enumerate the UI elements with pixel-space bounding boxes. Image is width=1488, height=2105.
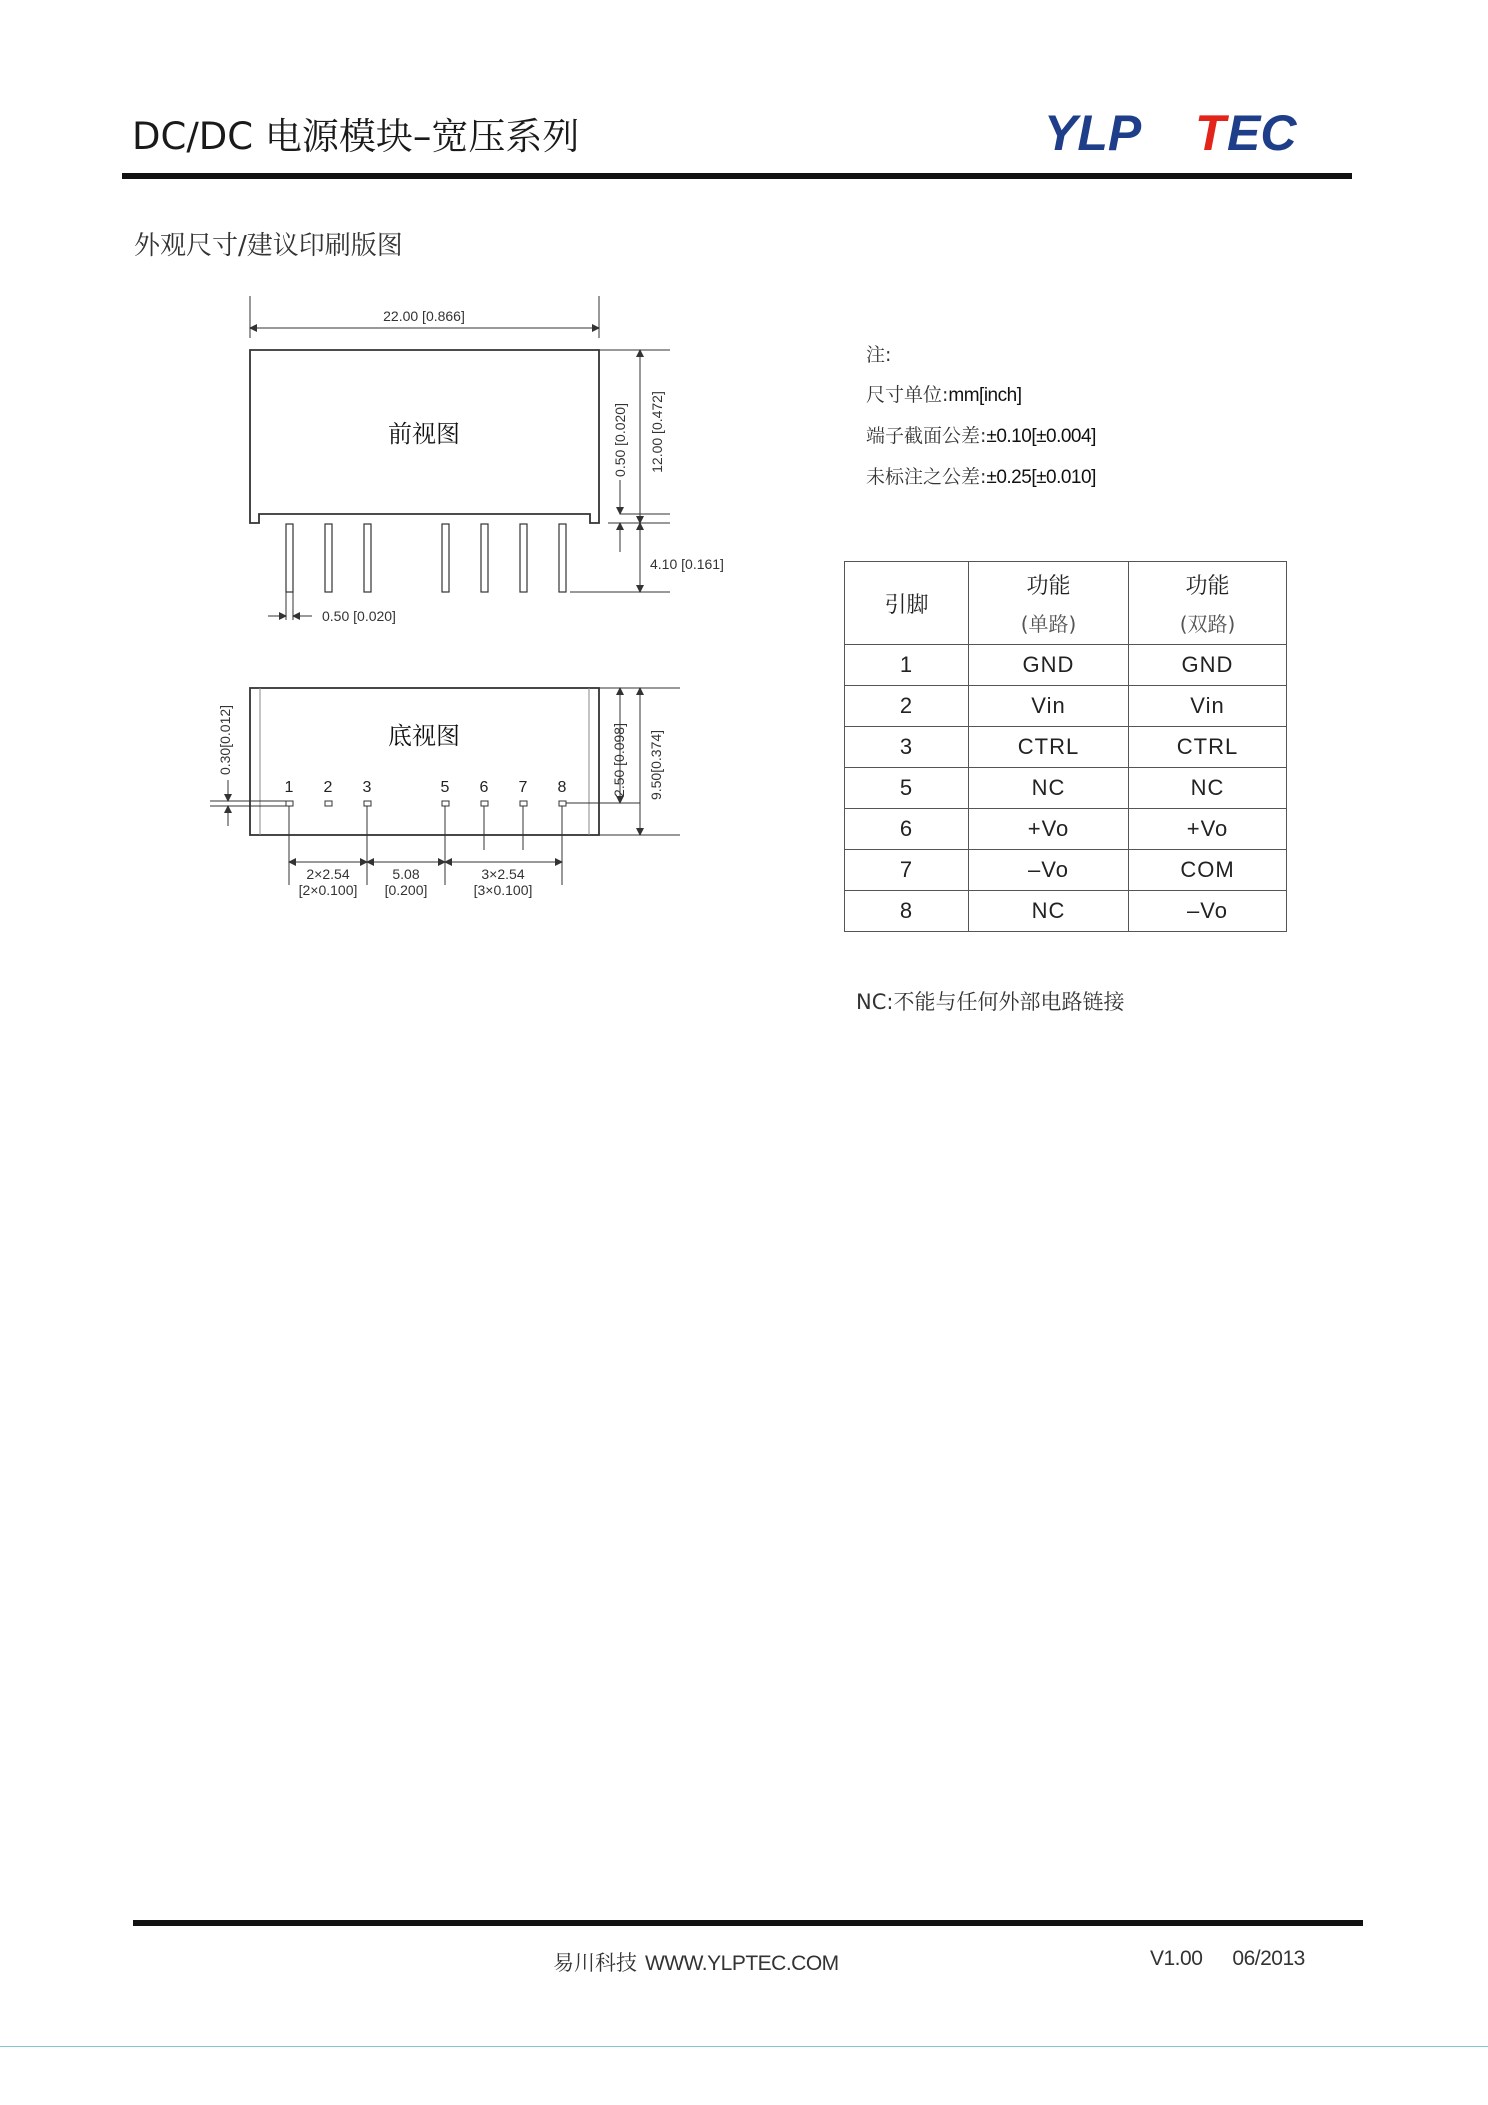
header-func-label: 功能 [1026, 574, 1071, 599]
header-rule [122, 173, 1352, 179]
footer-version-info [1150, 1947, 1305, 1971]
pitch-a-label: 2×2.54 [306, 866, 350, 882]
pin-number-labels [285, 779, 567, 796]
pin-number: 2 [323, 779, 333, 796]
bottom-view [210, 688, 680, 898]
note-pin-tol-label: 端子截面公差: [866, 425, 987, 447]
cell-dual: NC [1129, 768, 1287, 809]
cell-dual: GND [1129, 645, 1287, 686]
pin-number: 6 [479, 779, 489, 796]
page-title: DC/DC 电源模块–宽压系列 [132, 115, 580, 158]
table-row [845, 686, 1287, 727]
table-row [845, 891, 1287, 932]
note-general-tolerance [866, 457, 1096, 498]
header-dual [1129, 562, 1287, 645]
pitch-c-inch-label: [3×0.100] [473, 882, 533, 898]
note-general-tol-value: ±0.25[±0.010] [986, 467, 1096, 488]
pitch-b-inch-label: [0.200] [384, 882, 428, 898]
pin-function-table [844, 561, 1287, 932]
footer-version: V1.00 [1150, 1947, 1203, 1970]
dim-pin-row-label: 2.50 [0.098] [611, 723, 627, 797]
table-row [845, 809, 1287, 850]
cell-pin: 6 [845, 809, 969, 850]
cell-single: CTRL [969, 727, 1129, 768]
front-view-label: 前视图 [388, 421, 460, 448]
pin-number: 1 [284, 779, 294, 796]
table-row [845, 850, 1287, 891]
footer-website-link[interactable]: WWW.YLPTEC.COM [645, 1952, 839, 1975]
cell-single: NC [969, 891, 1129, 932]
dimension-drawing [200, 290, 760, 910]
front-view [250, 296, 724, 624]
note-unit-label: 尺寸单位: [866, 384, 949, 406]
footer-company-info [553, 1947, 839, 1977]
header-func-label: 功能 [1185, 574, 1230, 599]
pin-number: 7 [518, 779, 528, 796]
cell-single: NC [969, 768, 1129, 809]
nc-note: NC:不能与任何外部电路链接 [856, 990, 1125, 1014]
footer-company: 易川科技 [553, 1951, 637, 1975]
front-pins [286, 524, 566, 592]
table-row [845, 645, 1287, 686]
cell-pin: 7 [845, 850, 969, 891]
footer-date: 06/2013 [1232, 1947, 1305, 1970]
note-pin-tolerance [866, 416, 1096, 457]
cell-pin: 2 [845, 686, 969, 727]
pitch-b-label: 5.08 [392, 866, 420, 882]
table-row [845, 727, 1287, 768]
pin-number: 3 [362, 779, 372, 796]
pin-pads [286, 801, 566, 806]
cell-dual: Vin [1129, 686, 1287, 727]
pitch-a-inch-label: [2×0.100] [298, 882, 358, 898]
cell-single: –Vo [969, 850, 1129, 891]
cell-single: GND [969, 645, 1129, 686]
logo-right-text: EC [1227, 106, 1297, 156]
dim-pin-length-label: 4.10 [0.161] [650, 556, 724, 572]
ylptec-logo [1044, 106, 1340, 156]
notes-heading: 注: [866, 344, 892, 366]
cell-pin: 3 [845, 727, 969, 768]
cell-single: Vin [969, 686, 1129, 727]
bottom-view-label: 底视图 [388, 723, 460, 750]
dim-side-offset-label: 0.30[0.012] [217, 704, 233, 776]
dim-standoff-label: 0.50 [0.020] [612, 403, 628, 477]
header-single-label: (单路) [1020, 612, 1077, 636]
dim-width-label: 22.00 [0.866] [383, 308, 465, 324]
cell-single: +Vo [969, 809, 1129, 850]
table-header-row [845, 562, 1287, 645]
pitch-c-label: 3×2.54 [481, 866, 525, 882]
cell-pin: 8 [845, 891, 969, 932]
cell-pin: 1 [845, 645, 969, 686]
note-unit-value: mm[inch] [948, 385, 1022, 406]
footer-rule [133, 1920, 1363, 1926]
dim-height-label: 12.00 [0.472] [649, 391, 665, 473]
note-pin-tol-value: ±0.10[±0.004] [986, 426, 1096, 447]
header-pin: 引脚 [845, 562, 969, 645]
cell-dual: –Vo [1129, 891, 1287, 932]
header-single [969, 562, 1129, 645]
cell-dual: +Vo [1129, 809, 1287, 850]
cell-dual: COM [1129, 850, 1287, 891]
note-general-tol-label: 未标注之公差: [866, 466, 987, 488]
dim-pin-width-label: 0.50 [0.020] [322, 608, 396, 624]
pin-number: 8 [557, 779, 567, 796]
cell-pin: 5 [845, 768, 969, 809]
table-row [845, 768, 1287, 809]
logo-accent-letter: T [1195, 106, 1226, 156]
section-title: 外观尺寸/建议印刷版图 [134, 231, 403, 261]
page-edge-line [0, 2046, 1488, 2047]
dim-depth-label: 9.50[0.374] [648, 729, 664, 801]
pin-number: 5 [440, 779, 450, 796]
logo-left-text: YLP [1044, 106, 1142, 156]
bottom-body [250, 688, 599, 835]
note-unit [866, 375, 1096, 416]
cell-dual: CTRL [1129, 727, 1287, 768]
header-dual-label: (双路) [1179, 612, 1236, 636]
notes-block [866, 335, 1096, 498]
